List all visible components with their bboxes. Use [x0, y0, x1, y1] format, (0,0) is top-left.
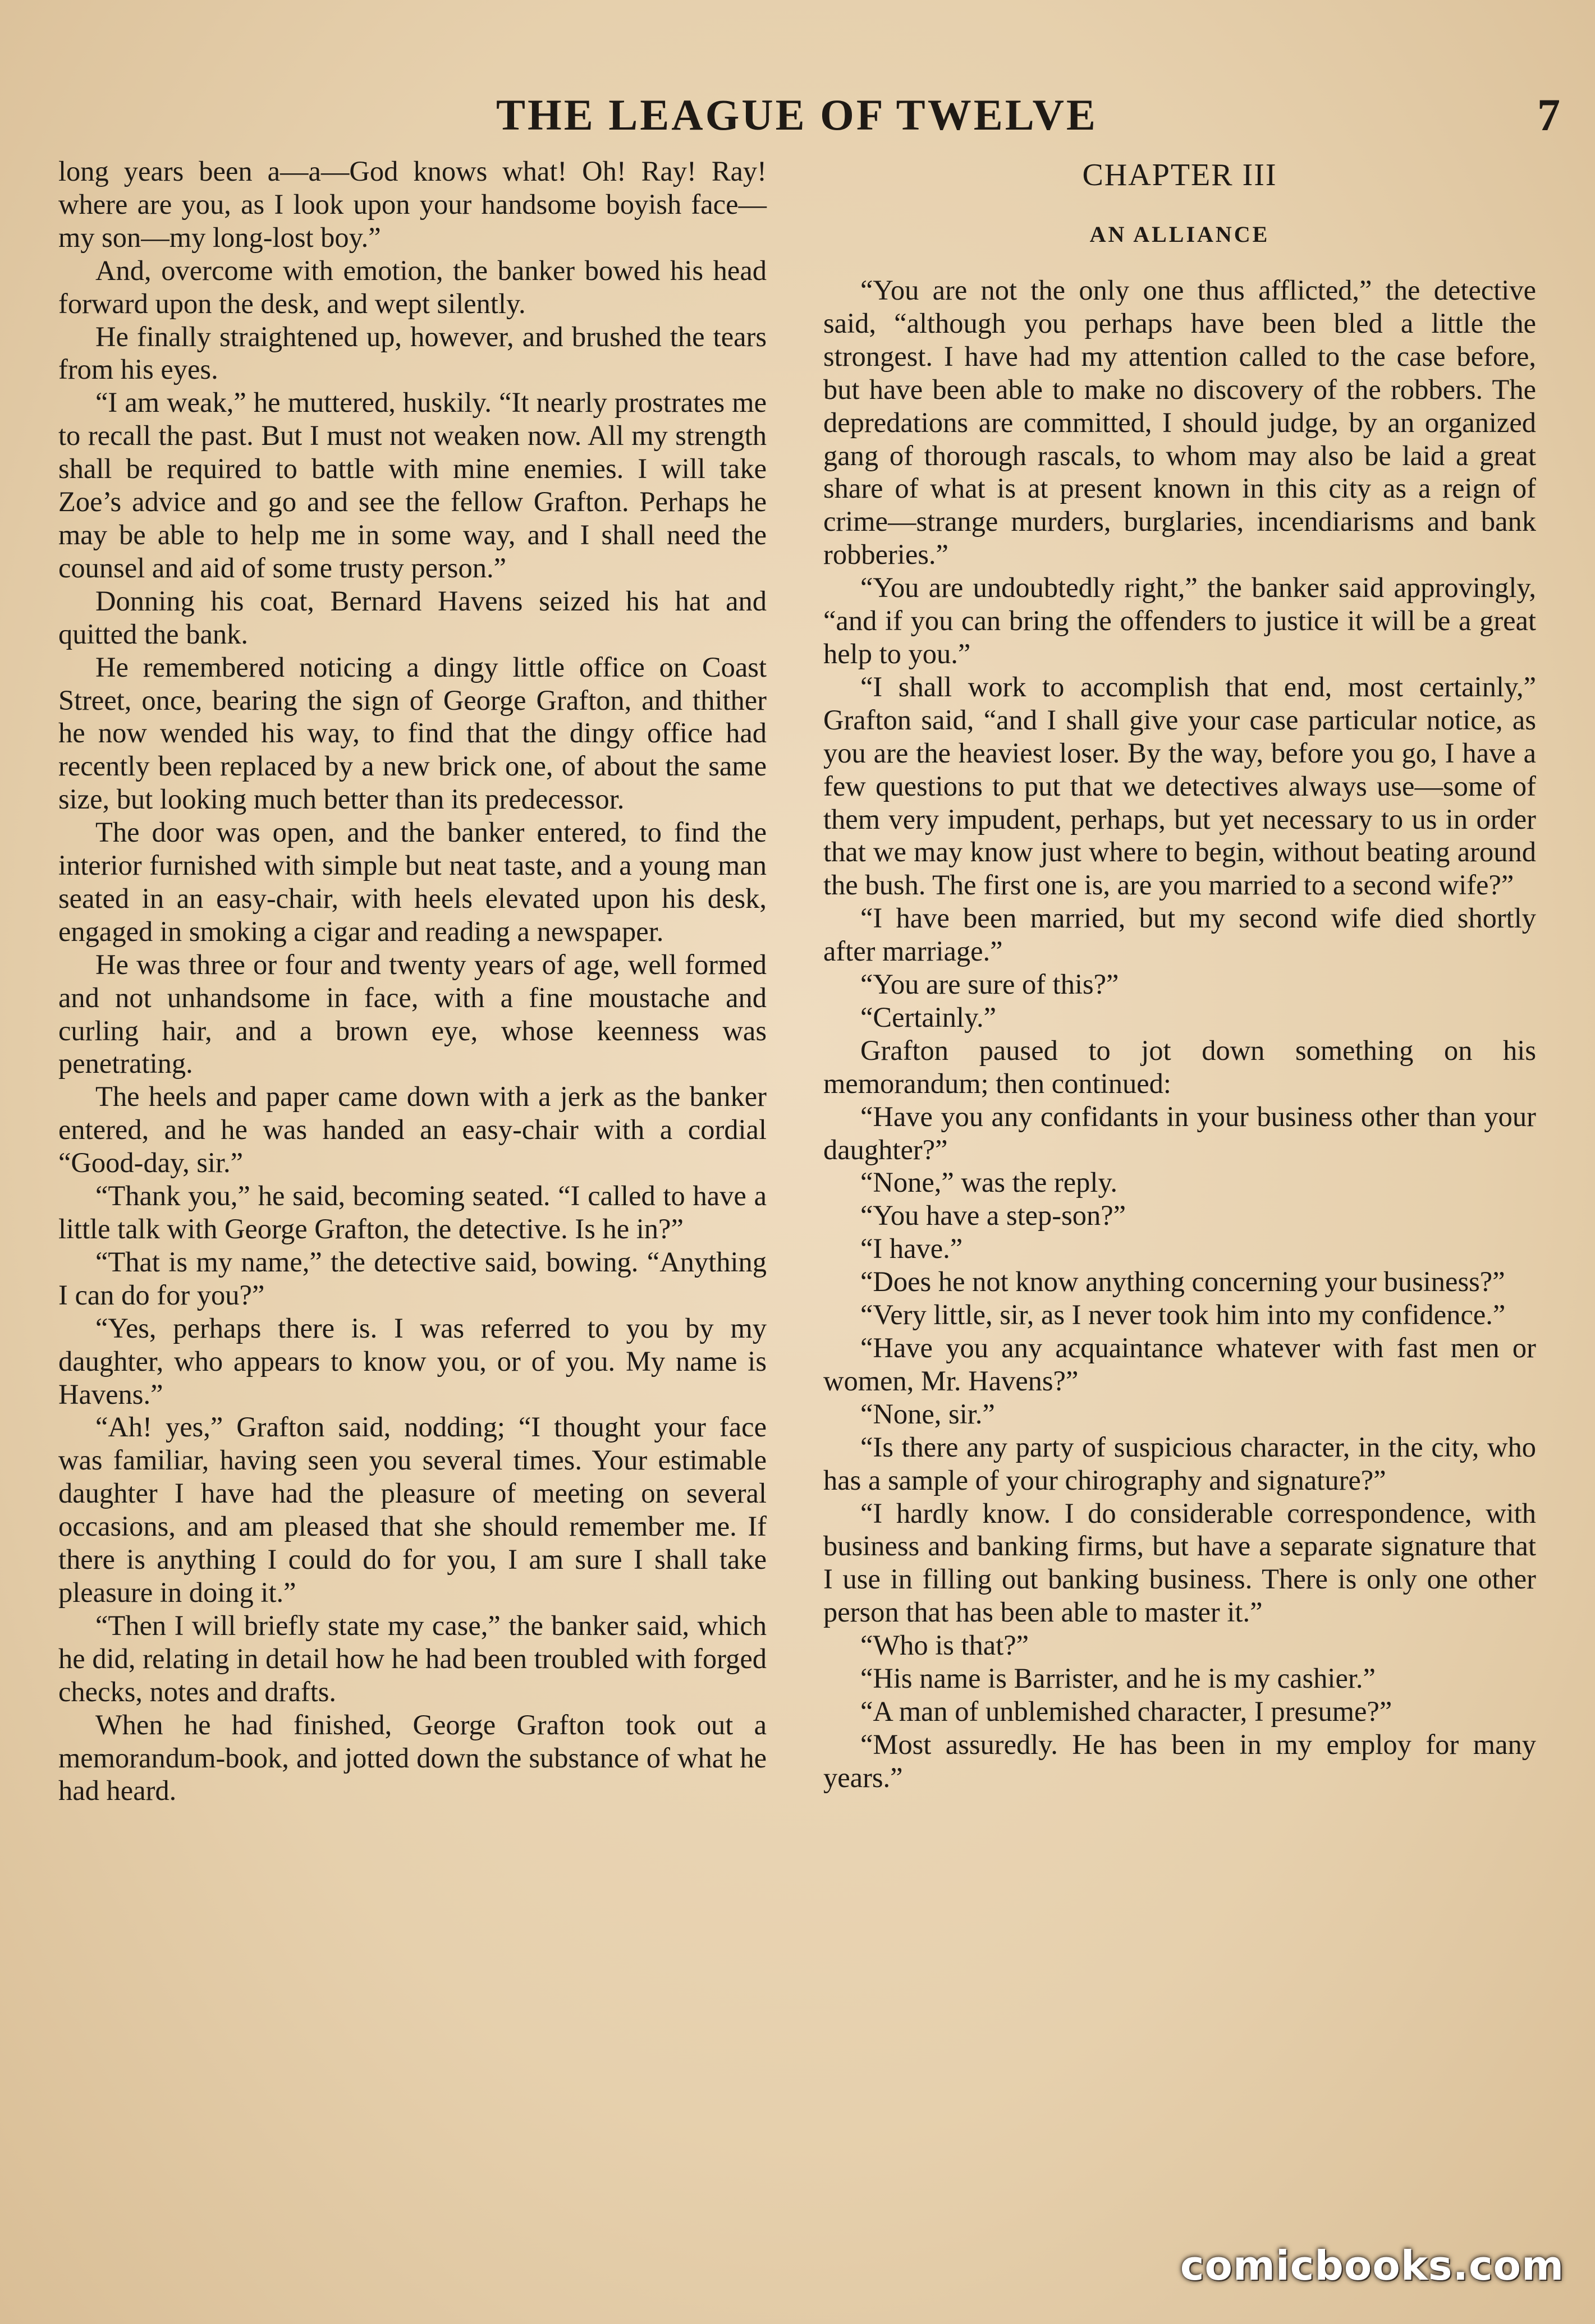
- paragraph: “None,” was the reply.: [860, 1166, 1118, 1198]
- paragraph: “Have you any acquaintance whatever with fast men or women, Mr. Havens?”: [823, 1332, 1536, 1397]
- chapter-subtitle: AN ALLIANCE: [1089, 222, 1270, 247]
- paragraph: “I have.”: [860, 1233, 963, 1265]
- page-number: 7: [1537, 89, 1560, 140]
- paragraph: Grafton paused to jot down something on his memorandum; then continued:: [823, 1034, 1536, 1099]
- paragraph: When he had finished, George Grafton took out a memorandum-book, and jotted down the substance of what he had heard.: [58, 1708, 767, 1807]
- paragraph: “Then I will briefly state my case,” the banker said, which he did, relating in detail how he had been troubled with forged checks, notes and drafts.: [58, 1609, 767, 1707]
- paragraph: “You are not the only one thus afflicted,” the detective said, “although you perhaps have been bled a little the strongest. I have had my attention called to the case before, but have been able to make no discovery of the robbers. The depredations are committed, I should judge, by an organized gang of thorough rascals, to whom may also be laid a great share of what is at present known in this city as a reign of crime—strange murders, burglaries, incendiarisms and bank robberies.”: [823, 274, 1536, 571]
- paragraph: He was three or four and twenty years of age, well formed and not unhandsome in face, with a fine moustache and curling hair, and a brown eye, whose keenness was penetrating.: [58, 948, 767, 1080]
- paragraph: “I shall work to accomplish that end, most certainly,” Grafton said, “and I shall give your case particular notice, as you are the heaviest loser. By the way, before you go, I have a few questions to put that we detectives always use—some of them very impudent, perhaps, but yet necessary to us in order that we may know just where to begin, without beating around the bush. The first one is, are you married to a second wife?”: [823, 670, 1536, 901]
- paragraph: The door was open, and the banker entered, to find the interior furnished with simple but neat taste, and a young man seated in an easy-chair, with heels elevated upon his desk, engaged in smoking a cigar and reading a newspaper.: [58, 816, 767, 947]
- paragraph: “A man of unblemished character, I presume?”: [860, 1695, 1392, 1727]
- paragraph: “Very little, sir, as I never took him into my confidence.”: [860, 1299, 1506, 1331]
- paragraph: “His name is Barrister, and he is my cashier.”: [860, 1662, 1376, 1694]
- paragraph: He finally straightened up, however, and brushed the tears from his eyes.: [58, 320, 767, 385]
- paragraph: “Does he not know anything concerning your business?”: [860, 1266, 1505, 1298]
- paragraph: “That is my name,” the detective said, bowing. “Anything I can do for you?”: [58, 1246, 767, 1311]
- paragraph: “You have a step-son?”: [860, 1200, 1126, 1232]
- paragraph: “Thank you,” he said, becoming seated. “I called to have a little talk with George Grafton, the detective. Is he in?”: [58, 1180, 767, 1244]
- paragraph: “Yes, perhaps there is. I was referred to you by my daughter, who appears to know you, or of you. My name is Havens.”: [58, 1312, 767, 1410]
- paragraph: He remembered noticing a dingy little office on Coast Street, once, bearing the sign of George Grafton, and thither he now wended his way, to find that the dingy office had recently been replaced by a new brick one, of about the same size, but looking much better than its predecessor.: [58, 651, 767, 815]
- paragraph: “You are sure of this?”: [860, 968, 1119, 1000]
- left-column: [58, 155, 767, 1807]
- paragraph: “I hardly know. I do considerable correspondence, with business and banking firms, but have a separate signature that I use in filling out banking business. There is only one other person that has been able to master it.”: [823, 1497, 1536, 1628]
- chapter-title: CHAPTER III: [1082, 158, 1277, 192]
- paragraph: “Have you any confidants in your business other than your daughter?”: [823, 1100, 1536, 1165]
- paragraph: “Most assuredly. He has been in my employ for many years.”: [823, 1728, 1536, 1793]
- right-column: [823, 155, 1536, 1794]
- paragraph: “I am weak,” he muttered, huskily. “It nearly prostrates me to recall the past. But I must not weaken now. All my strength shall be required to battle with mine enemies. I will take Zoe’s advice and go and see the fellow Grafton. Perhaps he may be able to help me in some way, and I shall need the counsel and aid of some trusty person.”: [58, 387, 767, 584]
- paragraph: And, overcome with emotion, the banker bowed his head forward upon the desk, and wept silently.: [58, 254, 767, 319]
- running-title: THE LEAGUE OF TWELVE: [496, 90, 1098, 139]
- paragraph: “Is there any party of suspicious character, in the city, who has a sample of your chirography and signature?”: [823, 1431, 1536, 1496]
- paragraph: “Who is that?”: [860, 1629, 1029, 1661]
- paragraph: “Certainly.”: [860, 1001, 997, 1033]
- paragraph: “You are undoubtedly right,” the banker said approvingly, “and if you can bring the offenders to justice it will be a great help to you.”: [823, 572, 1536, 669]
- paragraph: “None, sir.”: [860, 1398, 995, 1430]
- running-header: [0, 84, 1595, 146]
- paragraph: Donning his coat, Bernard Havens seized his hat and quitted the bank.: [58, 585, 767, 650]
- paragraph: long years been a—a—God knows what! Oh! Ray! Ray! where are you, as I look upon your handsome boyish face—my son—my long-lost boy.”: [58, 155, 767, 253]
- paragraph: “Ah! yes,” Grafton said, nodding; “I thought your face was familiar, having seen you several times. Your estimable daughter I have had the pleasure of meeting on several occasions, and am pleased that she should remember me. If there is anything I could do for you, I am sure I shall take pleasure in doing it.”: [58, 1411, 767, 1608]
- paragraph: “I have been married, but my second wife died shortly after marriage.”: [823, 902, 1536, 967]
- site-watermark: comicbooks.com: [1180, 2242, 1565, 2289]
- paragraph: The heels and paper came down with a jerk as the banker entered, and he was handed an easy-chair with a cordial “Good-day, sir.”: [58, 1081, 767, 1179]
